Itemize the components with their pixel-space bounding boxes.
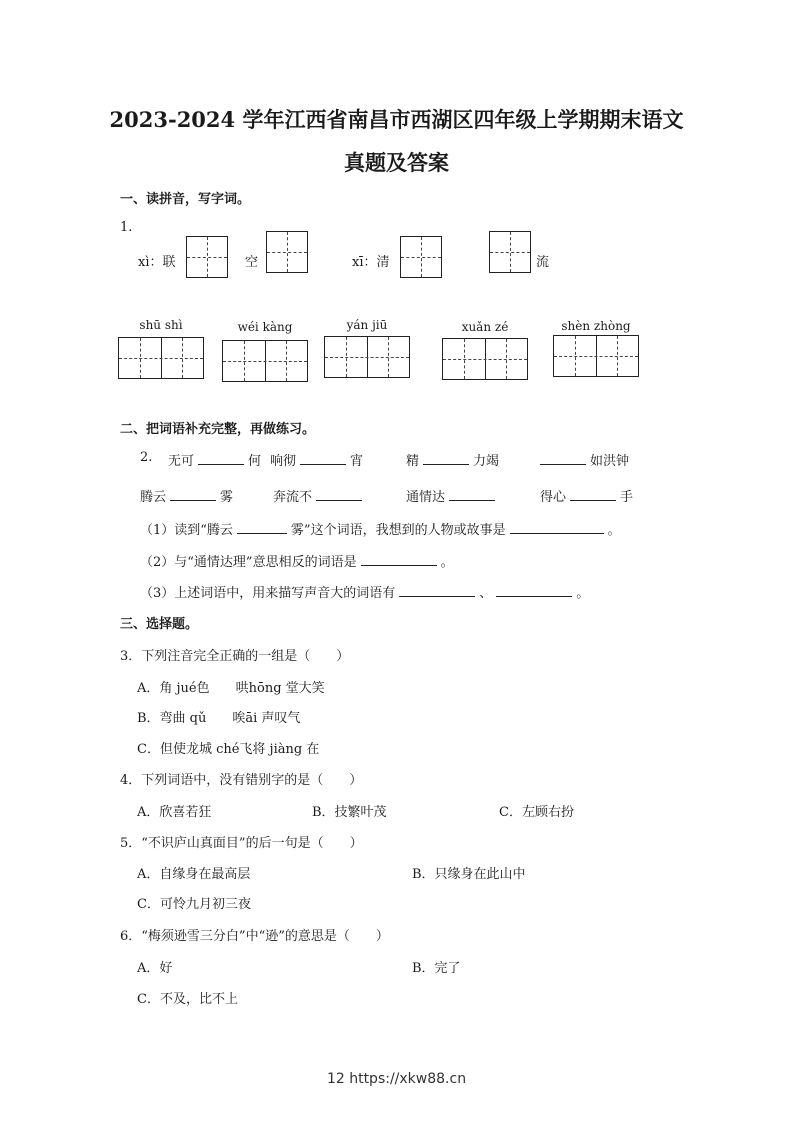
word-text: 通情达 — [406, 490, 446, 505]
pinyin-label: yán jiū — [346, 318, 388, 332]
q3-option-c[interactable]: C．但使龙城 ché飞将 jiàng 在 — [137, 742, 320, 757]
q2-word4 — [536, 450, 629, 469]
q6-option-b[interactable]: B．完了 — [412, 961, 461, 976]
word-text: 腾云 — [140, 490, 167, 505]
word-text: 宵 — [350, 454, 364, 469]
fill-blank[interactable] — [170, 487, 216, 501]
word-text: 响彻 — [270, 454, 297, 469]
char-box — [266, 231, 308, 273]
q4-option-b[interactable]: B．技繁叶茂 — [312, 805, 387, 820]
fill-blank[interactable] — [316, 487, 362, 501]
word-text: 何 — [248, 454, 262, 469]
word-text: 精 — [406, 454, 420, 469]
word-box — [442, 338, 528, 380]
sub-text: 。 — [607, 523, 621, 538]
fill-blank[interactable] — [449, 487, 495, 501]
q2-sub3 — [140, 582, 589, 601]
fill-blank[interactable] — [237, 520, 287, 534]
q2-number: 2. — [140, 450, 153, 465]
section3-heading: 三、选择题。 — [120, 617, 199, 632]
fill-blank[interactable] — [540, 451, 586, 465]
q2-sub2 — [140, 551, 454, 570]
word-text: 手 — [620, 490, 634, 505]
q1-item1-prefix: xì：联 — [138, 255, 176, 270]
fill-blank[interactable] — [399, 583, 475, 597]
q3-option-b[interactable]: B．弯曲 qǔ 唉āi 声叹气 — [137, 711, 301, 726]
sub-text: 。 — [576, 586, 590, 601]
section2-heading: 二、把词语补充完整，再做练习。 — [120, 422, 316, 437]
q6-stem: 6．“梅须逊雪三分白”中“逊”的意思是（ ） — [120, 929, 389, 944]
q2-sub1 — [140, 519, 621, 538]
q5-option-b[interactable]: B．只缘身在此山中 — [412, 867, 526, 882]
q4-option-c[interactable]: C．左顾右扮 — [499, 805, 574, 820]
q5-option-a[interactable]: A．自缘身在最高层 — [137, 867, 251, 882]
word-text: 如洪钟 — [590, 454, 630, 469]
word-text: 雾 — [220, 490, 234, 505]
sub-text: 、 — [479, 586, 493, 601]
word-box — [118, 337, 204, 379]
word-text: 力竭 — [473, 454, 500, 469]
q4-option-a[interactable]: A．欣喜若狂 — [137, 805, 212, 820]
word-text: 奔流不 — [273, 490, 313, 505]
q2-word3 — [406, 450, 499, 469]
fill-blank[interactable] — [570, 487, 616, 501]
q2-word1 — [168, 450, 261, 469]
q5-stem: 5．“不识庐山真面目”的后一句是（ ） — [120, 836, 363, 851]
char-box — [186, 236, 228, 278]
pinyin-label: xuǎn zé — [461, 320, 509, 334]
word-text: 无可 — [168, 454, 195, 469]
q2-word5 — [140, 486, 233, 505]
q2-word2 — [270, 450, 363, 469]
q2-word6 — [273, 486, 366, 505]
fill-blank[interactable] — [496, 583, 572, 597]
pinyin-label: wéi kàng — [237, 320, 293, 334]
q6-option-a[interactable]: A．好 — [137, 961, 173, 976]
section1-heading: 一、读拼音，写字词。 — [120, 192, 251, 207]
sub-text: （2）与“通情达理”意思相反的词语是 — [140, 555, 357, 570]
char-box — [489, 231, 531, 273]
document-title-line1: 2023-2024 学年江西省南昌市西湖区四年级上学期期末语文 — [109, 107, 684, 132]
fill-blank[interactable] — [198, 451, 244, 465]
sub-text: （1）读到“腾云 — [140, 523, 233, 538]
word-box — [324, 336, 410, 378]
sub-text: （3）上述词语中，用来描写声音大的词语有 — [140, 586, 396, 601]
q4-stem: 4．下列词语中，没有错别字的是（ ） — [120, 773, 363, 788]
q3-stem: 3．下列注音完全正确的一组是（ ） — [120, 649, 350, 664]
q1-item2-suffix: 流 — [536, 255, 550, 270]
q5-option-c[interactable]: C．可怜九月初三夜 — [137, 897, 251, 912]
page-footer: 12 https://xkw88.cn — [326, 1071, 467, 1087]
fill-blank[interactable] — [300, 451, 346, 465]
word-text: 得心 — [540, 490, 567, 505]
fill-blank[interactable] — [510, 520, 604, 534]
sub-text: 雾”这个词语，我想到的人物或故事是 — [290, 523, 506, 538]
q3-option-a[interactable]: A．角 jué色 哄hōng 堂大笑 — [137, 681, 325, 696]
fill-blank[interactable] — [423, 451, 469, 465]
q2-word7 — [406, 486, 499, 505]
char-box — [400, 236, 442, 278]
sub-text: 。 — [440, 555, 454, 570]
q1-item1-suffix: 空 — [245, 255, 259, 270]
pinyin-label: shū shì — [139, 318, 183, 332]
q1-item2-prefix: xī：清 — [352, 255, 390, 270]
fill-blank[interactable] — [361, 552, 437, 566]
document-title-line2: 真题及答案 — [344, 150, 449, 175]
word-box — [222, 340, 308, 382]
q2-word8 — [540, 486, 633, 505]
q1-number: 1. — [120, 220, 133, 235]
word-box — [553, 335, 639, 377]
pinyin-label: shèn zhòng — [561, 319, 631, 333]
q6-option-c[interactable]: C．不及，比不上 — [137, 992, 238, 1007]
